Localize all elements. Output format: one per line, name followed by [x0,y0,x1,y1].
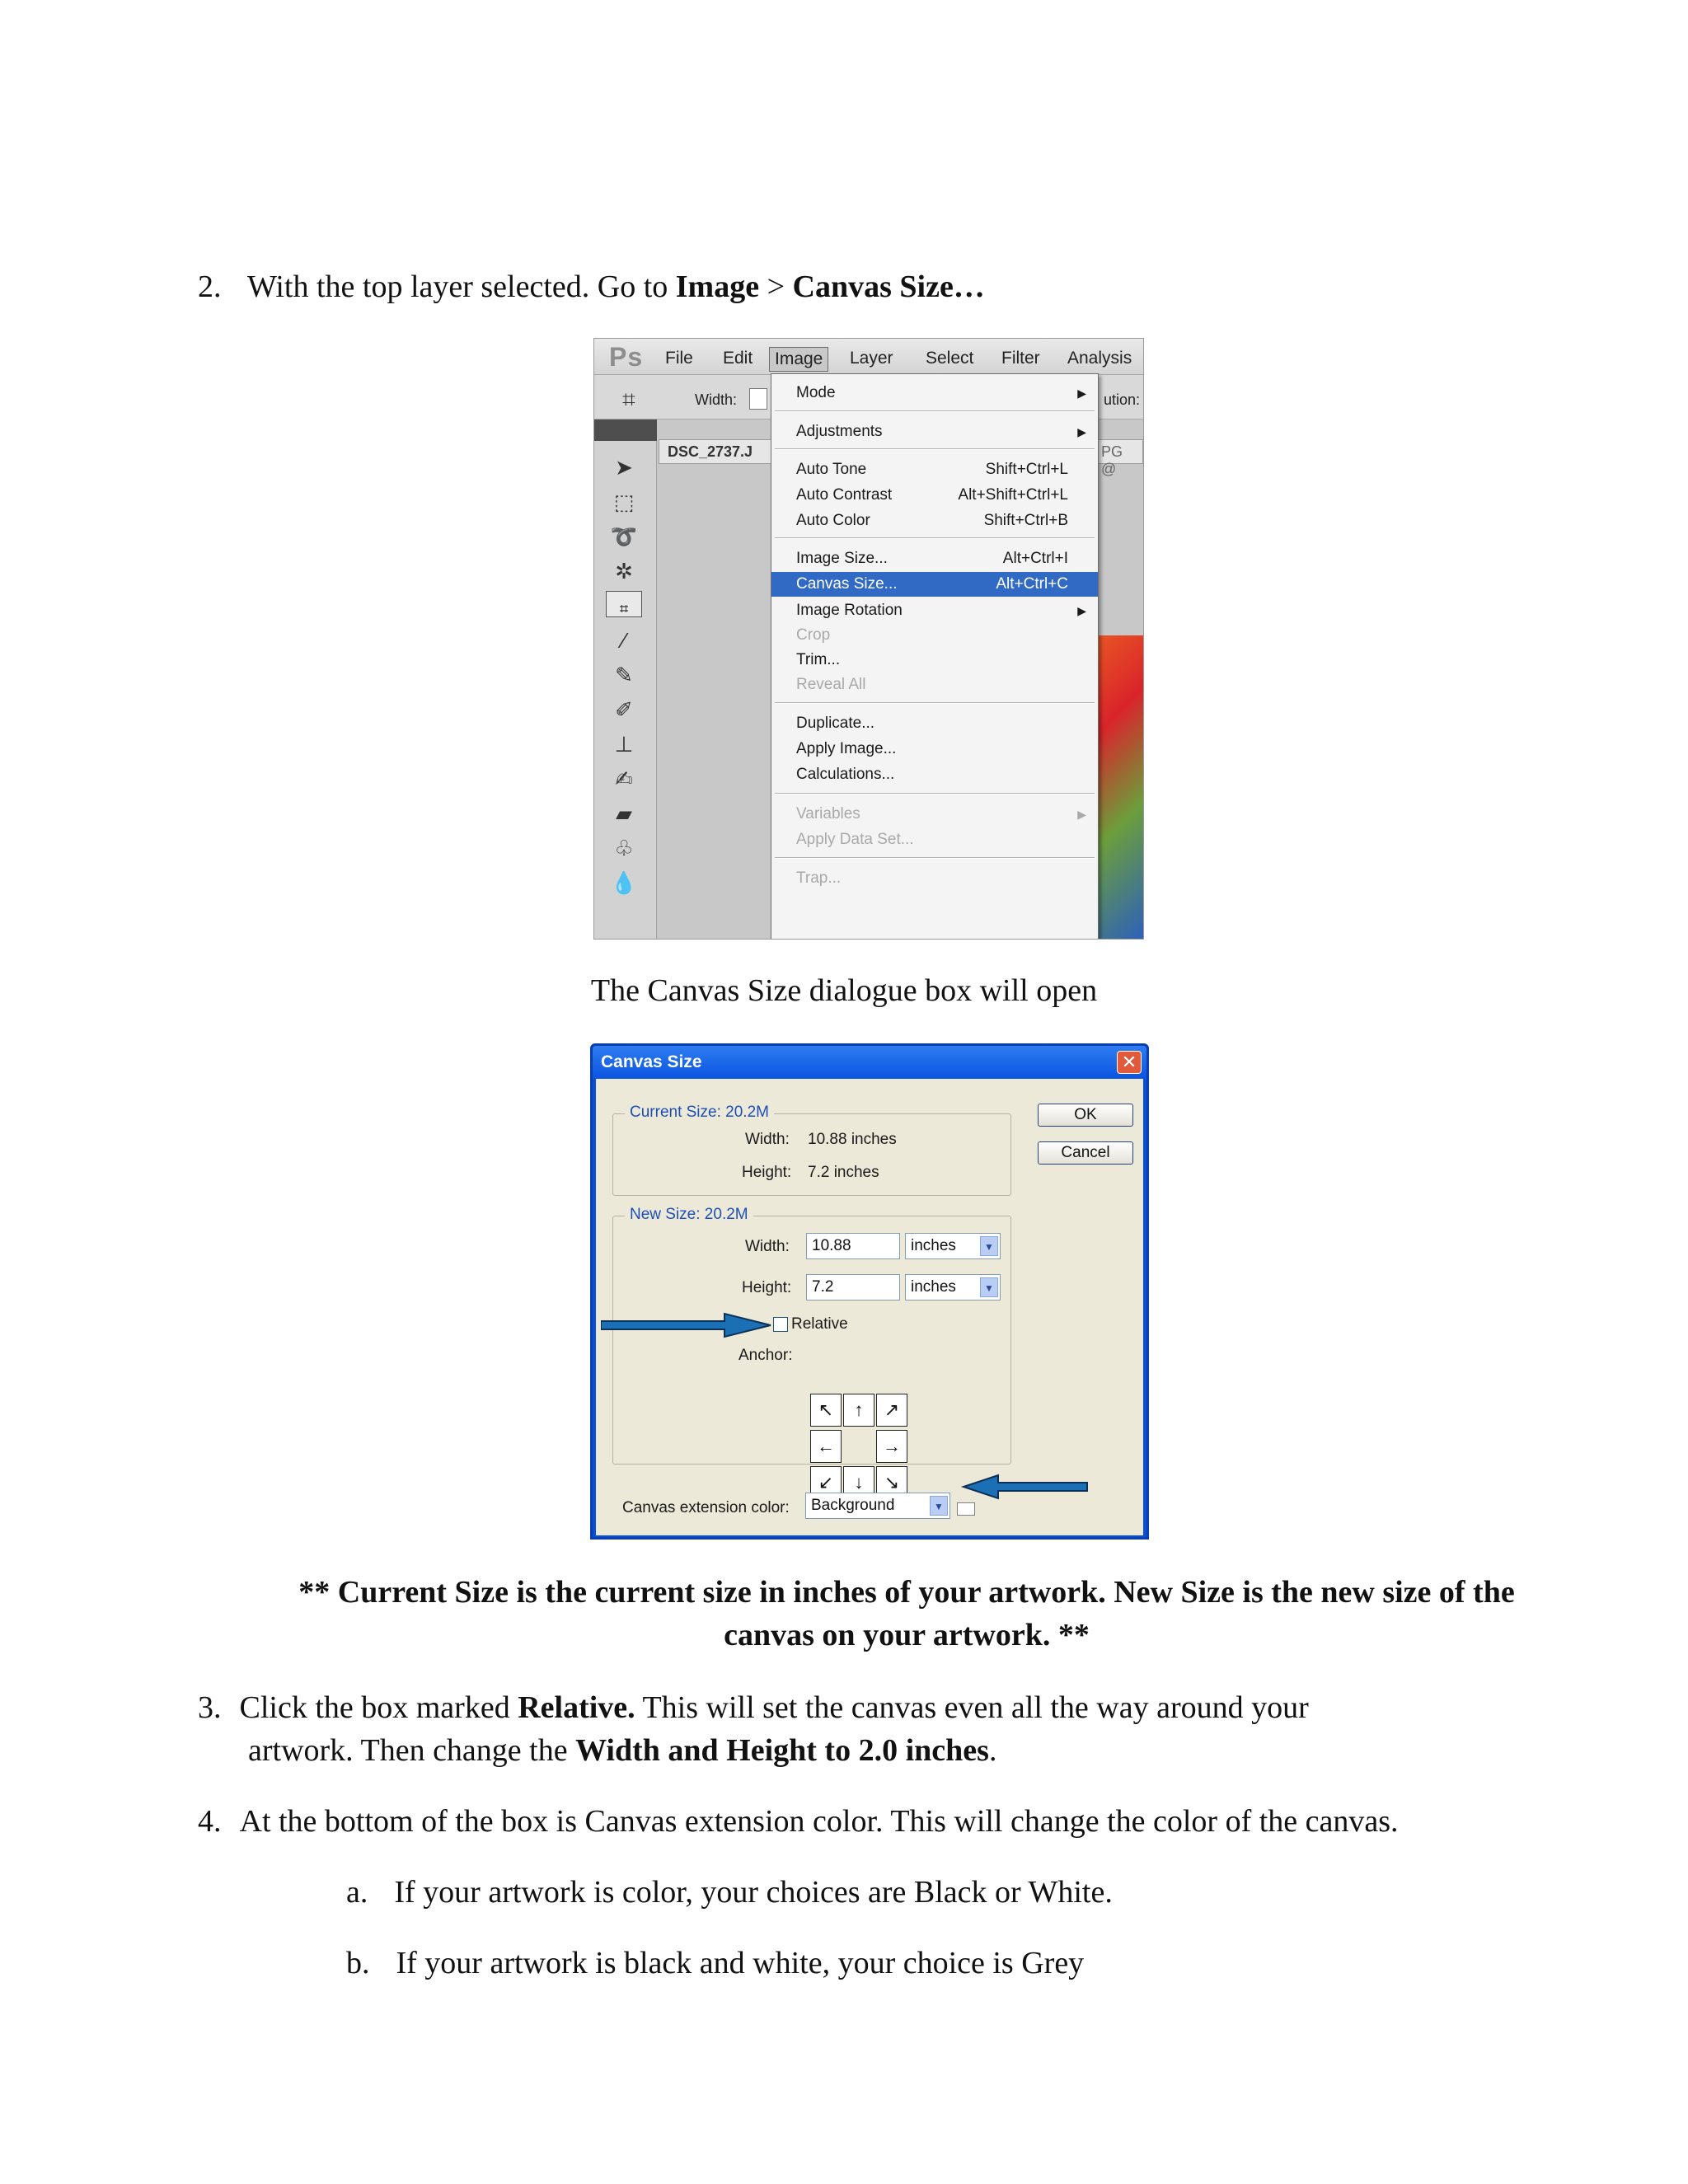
current-width-value: 10.88 inches [808,1131,897,1148]
ok-button[interactable]: OK [1038,1104,1133,1127]
menu-separator [775,537,1095,539]
document-tab[interactable]: DSC_2737.J [659,439,774,464]
crop-tool-icon[interactable]: ⌗ [622,387,635,412]
menu-filter[interactable]: Filter [1001,349,1040,368]
menu-item-trim-label: Trim... [796,651,841,668]
step-3-width-height-bold: Width and Height to 2.0 inches [575,1733,989,1768]
menu-item-crop [771,623,1098,648]
submenu-arrow-icon: ▶ [1077,425,1086,438]
menu-item-mode[interactable] [771,381,1098,405]
history-brush-tool-icon[interactable]: ✍ [615,766,633,791]
dialog-body [596,1079,1143,1535]
new-height-label: Height: [742,1279,792,1296]
menu-file[interactable]: File [665,349,693,368]
options-resolution-label: ution: [1103,391,1140,408]
crop-tool-selected-icon[interactable]: ⌗ [606,591,642,617]
menu-item-auto-tone-label: Auto Tone [796,461,867,478]
menu-edit[interactable]: Edit [723,349,753,368]
note-line-2: canvas on your artwork. ** [724,1618,1090,1652]
menu-item-apply-image-label: Apply Image... [796,740,897,757]
sub-item-a [346,1871,1582,1914]
clone-stamp-tool-icon[interactable]: ⊥ [614,732,634,757]
width-unit-select[interactable] [905,1233,1001,1259]
extension-color-select[interactable] [805,1493,950,1519]
canvas-size-dialog [590,1043,1149,1540]
menu-item-trim[interactable] [771,648,1098,673]
step-3-relative-bold: Relative. [518,1690,635,1725]
current-height-label: Height: [742,1164,792,1181]
eraser-tool-icon[interactable]: ▰ [616,801,632,826]
ps-logo: Ps [609,342,644,372]
menu-item-apply-data-set [771,827,1098,852]
extension-color-label: Canvas extension color: [622,1499,790,1516]
menu-item-calculations[interactable] [771,762,1098,787]
menu-item-apply-data-set-label: Apply Data Set... [796,831,914,848]
extension-color-value: Background [811,1497,895,1514]
step-3-number: 3. [198,1690,222,1725]
lasso-tool-icon[interactable]: ➰ [610,524,638,549]
menu-separator [775,857,1095,859]
menu-separator [775,410,1095,412]
image-menu-dropdown [771,373,1099,940]
menu-item-canvas-size-label: Canvas Size... [796,575,898,593]
step-3-text-4: . [988,1733,997,1768]
menu-analysis[interactable]: Analysis [1067,349,1132,368]
anchor-top-right-icon[interactable]: ↗ [876,1394,907,1427]
sub-item-a-text: If your artwork is color, your choices are Black or White. [394,1875,1113,1910]
step-2 [198,265,1517,308]
anchor-right-icon[interactable]: → [876,1430,907,1463]
menu-item-variables [771,802,1098,827]
shortcut-image-size: Alt+Ctrl+I [1002,550,1068,567]
menu-separator [775,793,1095,794]
sub-item-b-letter: b. [346,1946,370,1980]
menu-item-trap-label: Trap... [796,869,842,887]
menu-item-adjustments[interactable] [771,419,1098,444]
new-size-label: New Size: 20.2M [625,1206,753,1224]
menu-item-canvas-size[interactable] [771,572,1098,597]
shortcut-auto-color: Shift+Ctrl+B [983,512,1068,529]
anchor-bottom-left-icon[interactable]: ↙ [810,1466,842,1499]
menu-item-crop-label: Crop [796,626,831,644]
anchor-bottom-right-icon[interactable]: ↘ [876,1466,907,1499]
move-tool-icon[interactable]: ➤ [615,455,633,480]
step-3-text-2: This will set the canvas even all the way around your [635,1690,1309,1725]
step-2-separator: > [759,269,793,304]
menu-item-adjustments-label: Adjustments [796,423,883,440]
menu-item-auto-tone[interactable] [771,457,1098,482]
menu-image[interactable]: Image [769,347,828,372]
anchor-center[interactable] [843,1430,874,1463]
menu-item-reveal-all [771,673,1098,697]
brush-tool-icon[interactable]: ✐ [615,697,633,722]
current-width-label: Width: [745,1131,790,1148]
current-size-group [612,1104,1011,1196]
marquee-tool-icon[interactable]: ⬚ [613,490,635,514]
submenu-arrow-icon: ▶ [1077,604,1086,617]
menu-item-auto-contrast[interactable] [771,483,1098,508]
sub-item-b-text: If your artwork is black and white, your choice is Grey [396,1946,1085,1980]
step-2-text: With the top layer selected. Go to [247,269,676,304]
blur-tool-icon[interactable]: 💧 [610,870,638,895]
submenu-arrow-icon: ▶ [1077,387,1086,400]
options-width-label: Width: [695,391,738,408]
menu-item-duplicate[interactable] [771,711,1098,736]
annotation-arrow-relative [601,1311,779,1339]
chevron-down-icon: ▼ [980,1277,998,1297]
current-size-label: Current Size: 20.2M [625,1104,774,1122]
chevron-down-icon: ▼ [980,1236,998,1256]
new-height-input[interactable]: 7.2 [806,1274,900,1301]
menu-item-auto-color[interactable] [771,509,1098,533]
menu-item-calculations-label: Calculations... [796,766,895,783]
magic-wand-tool-icon[interactable]: ✲ [615,559,633,583]
step-2-image-bold: Image [675,269,760,304]
menu-item-variables-label: Variables [796,805,860,823]
step-2-canvas-size-bold: Canvas Size… [792,269,985,304]
note-line-1: ** Current Size is the current size in inches of your artwork. New Size is the new size of the [298,1575,1515,1610]
ps-toolbox [594,441,657,940]
menu-separator [775,448,1095,450]
height-unit-value: inches [911,1278,956,1296]
step-3-text-3: artwork. Then change the [248,1733,576,1768]
annotation-arrow-extension [960,1473,1092,1501]
new-width-input[interactable]: 10.88 [806,1233,900,1259]
width-unit-value: inches [911,1237,956,1254]
anchor-top-left-icon[interactable]: ↖ [810,1394,842,1427]
new-width-label: Width: [745,1238,790,1255]
shortcut-auto-tone: Shift+Ctrl+L [985,461,1068,478]
extension-color-swatch[interactable] [957,1502,975,1516]
chevron-down-icon: ▼ [930,1496,948,1516]
menu-item-apply-image[interactable] [771,737,1098,762]
shortcut-auto-contrast: Alt+Shift+Ctrl+L [958,486,1068,504]
anchor-grid [810,1394,909,1499]
step-4-text: At the bottom of the box is Canvas extension color. This will change the color of the canvas. [239,1804,1399,1839]
menu-layer[interactable]: Layer [850,349,893,368]
step-3 [198,1686,1599,1729]
menu-separator [775,702,1095,704]
step-4 [198,1800,1665,1843]
anchor-bottom-icon[interactable]: ↓ [843,1466,874,1499]
menu-item-image-rotation[interactable] [771,598,1098,623]
paint-bucket-tool-icon[interactable]: ♧ [614,836,634,860]
relative-label: Relative [791,1315,848,1333]
toolbox-header [594,419,657,441]
step-3-line-2 [248,1729,1600,1772]
submenu-arrow-icon: ▶ [1077,808,1086,821]
options-width-input[interactable] [749,388,767,410]
dialog-caption: The Canvas Size dialogue box will open [590,973,1098,1008]
cancel-button[interactable]: Cancel [1038,1141,1133,1165]
close-icon[interactable]: ✕ [1117,1051,1142,1074]
menu-select[interactable]: Select [926,349,974,368]
menu-item-image-size[interactable] [771,546,1098,571]
anchor-label: Anchor: [738,1347,793,1364]
menu-item-reveal-all-label: Reveal All [796,676,866,693]
step-2-number: 2. [198,269,222,304]
menu-item-auto-contrast-label: Auto Contrast [796,486,893,504]
photoshop-image-menu-screenshot [593,338,1144,940]
step-4-number: 4. [198,1804,222,1839]
eyedropper-tool-icon[interactable]: ⁄ [621,628,626,653]
menu-item-image-rotation-label: Image Rotation [796,602,903,619]
healing-brush-tool-icon[interactable]: ✎ [615,663,633,687]
step-3-text-1: Click the box marked [239,1690,518,1725]
menu-item-auto-color-label: Auto Color [796,512,870,529]
sub-item-b [346,1942,1582,1985]
shortcut-canvas-size: Alt+Ctrl+C [996,575,1068,593]
height-unit-select[interactable] [905,1274,1001,1301]
anchor-top-icon[interactable]: ↑ [843,1394,874,1427]
menu-item-image-size-label: Image Size... [796,550,888,567]
dialog-title: Canvas Size [601,1052,702,1071]
current-height-value: 7.2 inches [808,1164,879,1181]
anchor-left-icon[interactable]: ← [810,1430,842,1463]
document-tab-right[interactable]: PG @ [1097,439,1143,464]
menu-item-mode-label: Mode [796,384,836,401]
menu-item-duplicate-label: Duplicate... [796,715,875,732]
dialog-title-bar [593,1046,1146,1079]
menu-item-trap [771,866,1098,891]
sub-item-a-letter: a. [346,1875,368,1910]
ps-menubar [594,339,1143,375]
